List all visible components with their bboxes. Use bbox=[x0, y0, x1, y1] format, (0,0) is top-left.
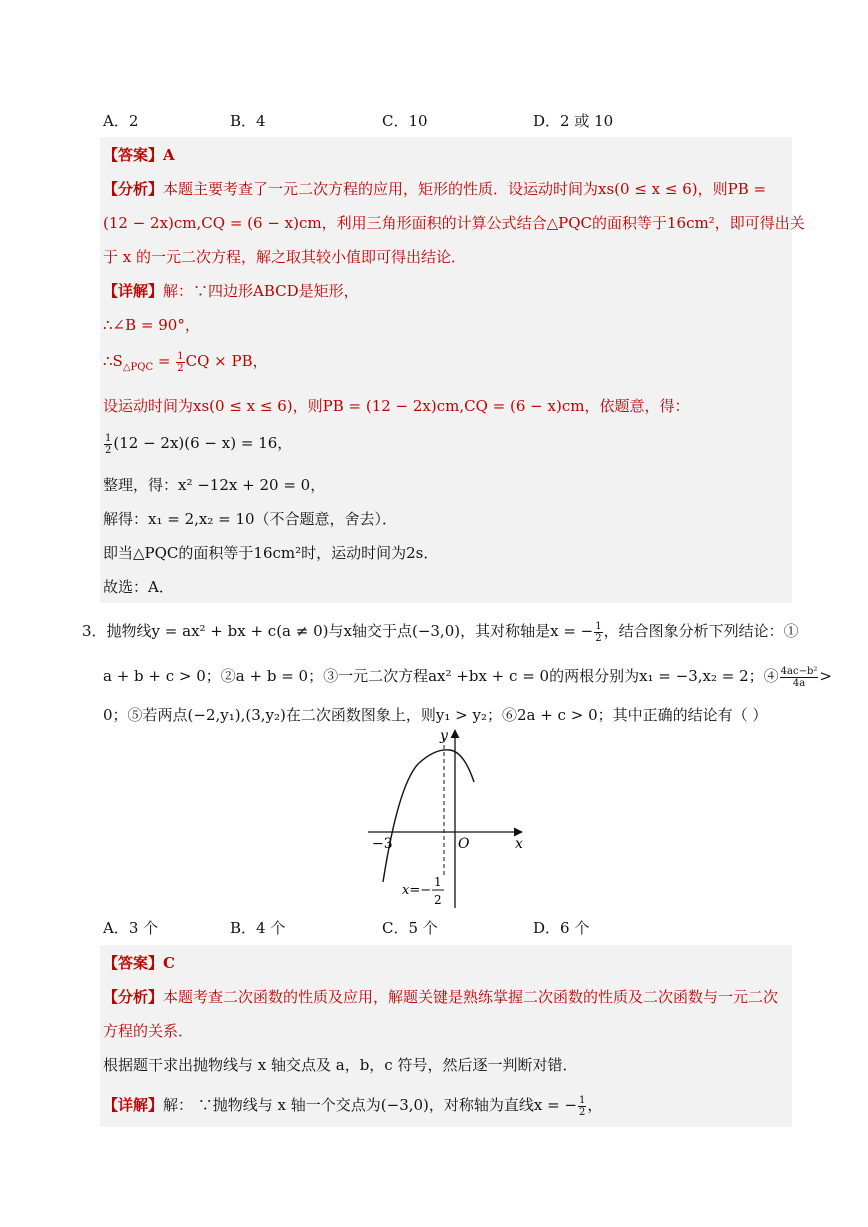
q3-analysis-line-3: 根据题干求出抛物线与 x 轴交点及 a，b，c 符号，然后逐一判断对错． bbox=[103, 1056, 578, 1074]
q2-analysis-line-1 bbox=[103, 178, 766, 200]
q2-option-a: A．2 bbox=[103, 112, 139, 130]
fraction-half bbox=[578, 1095, 586, 1118]
fraction-half bbox=[594, 621, 602, 644]
equation-text: (12 − 2x)(6 − x) = 16， bbox=[113, 434, 293, 452]
q3-line-2 bbox=[103, 665, 832, 689]
parabola-curve bbox=[383, 750, 474, 882]
detail-tag: 【详解】 bbox=[103, 282, 164, 300]
analysis-tag: 【分析】 bbox=[103, 988, 164, 1006]
q2-analysis-line-2: (12 − 2x)cm,CQ = (6 − x)cm，利用三角形面积的计算公式结合△PQC的面积等于16cm²，即可得出关 bbox=[103, 214, 805, 232]
q3-option-c: C．5 个 bbox=[382, 919, 438, 937]
symmetry-axis-denominator: 2 bbox=[434, 893, 442, 907]
symmetry-axis-label: x=− bbox=[402, 883, 432, 898]
area-subscript: △PQC bbox=[122, 362, 154, 373]
q3-detail-line-1 bbox=[103, 1094, 602, 1118]
q3-text: a + b + c > 0；②a + b = 0；③一元二次方程ax² +bx + c = 0的两根分别为x₁ = −3,x₂ = 2；④ bbox=[103, 667, 779, 685]
fraction-numerator: 1 bbox=[579, 1094, 586, 1106]
detail-tag: 【详解】 bbox=[103, 1096, 164, 1114]
fraction-numerator: 1 bbox=[177, 350, 184, 362]
fraction-denominator: 2 bbox=[105, 444, 112, 456]
analysis-text: 本题主要考查了一元二次方程的应用，矩形的性质．设运动时间为xs(0 ≤ x ≤ 6)，则PB = bbox=[163, 180, 767, 198]
q2-detail-line-2: ∴∠B = 90°， bbox=[103, 316, 200, 334]
q2-option-d: D．2 或 10 bbox=[533, 112, 614, 130]
q2-detail-line-5 bbox=[103, 432, 292, 456]
fraction-denominator: 2 bbox=[579, 1106, 586, 1118]
q3-text-rest: ，结合图象分析下列结论：① bbox=[603, 622, 799, 640]
q2-answer: 【答案】A bbox=[103, 146, 175, 164]
q3-answer: 【答案】C bbox=[103, 954, 175, 972]
q3-analysis-line-2: 方程的关系． bbox=[103, 1022, 194, 1040]
root-label: −3 bbox=[372, 836, 393, 852]
q3-analysis-line-1 bbox=[103, 986, 778, 1008]
q3-text-rest: > bbox=[819, 667, 832, 685]
q2-detail-line-9: 故选：A． bbox=[103, 578, 174, 596]
detail-text-rest: ， bbox=[587, 1096, 603, 1114]
q3-option-a: A．3 个 bbox=[103, 919, 159, 937]
q2-detail-line-4: 设运动时间为xs(0 ≤ x ≤ 6)，则PB = (12 − 2x)cm,CQ = (6 − x)cm，依题意，得： bbox=[103, 397, 690, 415]
q2-detail-line-3 bbox=[103, 350, 268, 379]
equals-sign: = bbox=[153, 352, 176, 370]
fraction-denominator: 2 bbox=[177, 362, 184, 374]
x-axis-label: x bbox=[515, 836, 523, 852]
parabola-graph bbox=[360, 726, 530, 912]
q3-option-d: D．6 个 bbox=[533, 919, 590, 937]
fraction-numerator: 1 bbox=[595, 620, 602, 632]
q3-line-3: 0；⑤若两点(−2,y₁),(3,y₂)在二次函数图象上，则y₁ > y₂；⑥2a + c > 0；其中正确的结论有（ ） bbox=[103, 706, 768, 724]
area-symbol: ∴S bbox=[103, 352, 123, 370]
q2-detail-line-7: 解得：x₁ = 2,x₂ = 10（不合题意，舍去）． bbox=[103, 510, 398, 528]
fraction-half bbox=[176, 351, 184, 374]
q2-option-b: B．4 bbox=[230, 112, 266, 130]
fraction-numerator: 1 bbox=[105, 432, 112, 444]
detail-text: 解： ∵抛物线与 x 轴一个交点为(−3,0)，对称轴为直线x = − bbox=[163, 1096, 578, 1114]
origin-label: O bbox=[458, 836, 470, 852]
analysis-tag: 【分析】 bbox=[103, 180, 164, 198]
q3-text: 3．抛物线y = ax² + bx + c(a ≠ 0)与x轴交于点(−3,0)，其对称轴是x = − bbox=[82, 622, 594, 640]
fraction-half bbox=[104, 433, 112, 456]
q2-detail-line-8: 即当△PQC的面积等于16cm²时，运动时间为2s． bbox=[103, 544, 439, 562]
symmetry-axis-numerator: 1 bbox=[434, 875, 442, 889]
analysis-text: 本题考查二次函数的性质及应用，解题关键是熟练掌握二次函数的性质及二次函数与一元二次 bbox=[163, 988, 779, 1006]
y-axis-label: y bbox=[440, 728, 448, 744]
fraction-discriminant bbox=[780, 666, 819, 689]
q3-option-b: B．4 个 bbox=[230, 919, 286, 937]
q2-analysis-line-3: 于 x 的一元二次方程，解之取其较小值即可得出结论． bbox=[103, 248, 466, 266]
detail-text: 解：∵四边形ABCD是矩形， bbox=[163, 282, 359, 300]
fraction-denominator: 2 bbox=[595, 632, 602, 644]
q3-line-1 bbox=[82, 620, 799, 644]
fraction-numerator: 4ac−b² bbox=[780, 665, 818, 677]
q2-detail-line-6: 整理，得：x² −12x + 20 = 0， bbox=[103, 476, 326, 494]
q2-option-c: C．10 bbox=[382, 112, 428, 130]
fraction-denominator: 4a bbox=[792, 677, 806, 689]
formula-rest: CQ × PB， bbox=[185, 352, 268, 370]
q2-detail-line-1 bbox=[103, 280, 359, 302]
